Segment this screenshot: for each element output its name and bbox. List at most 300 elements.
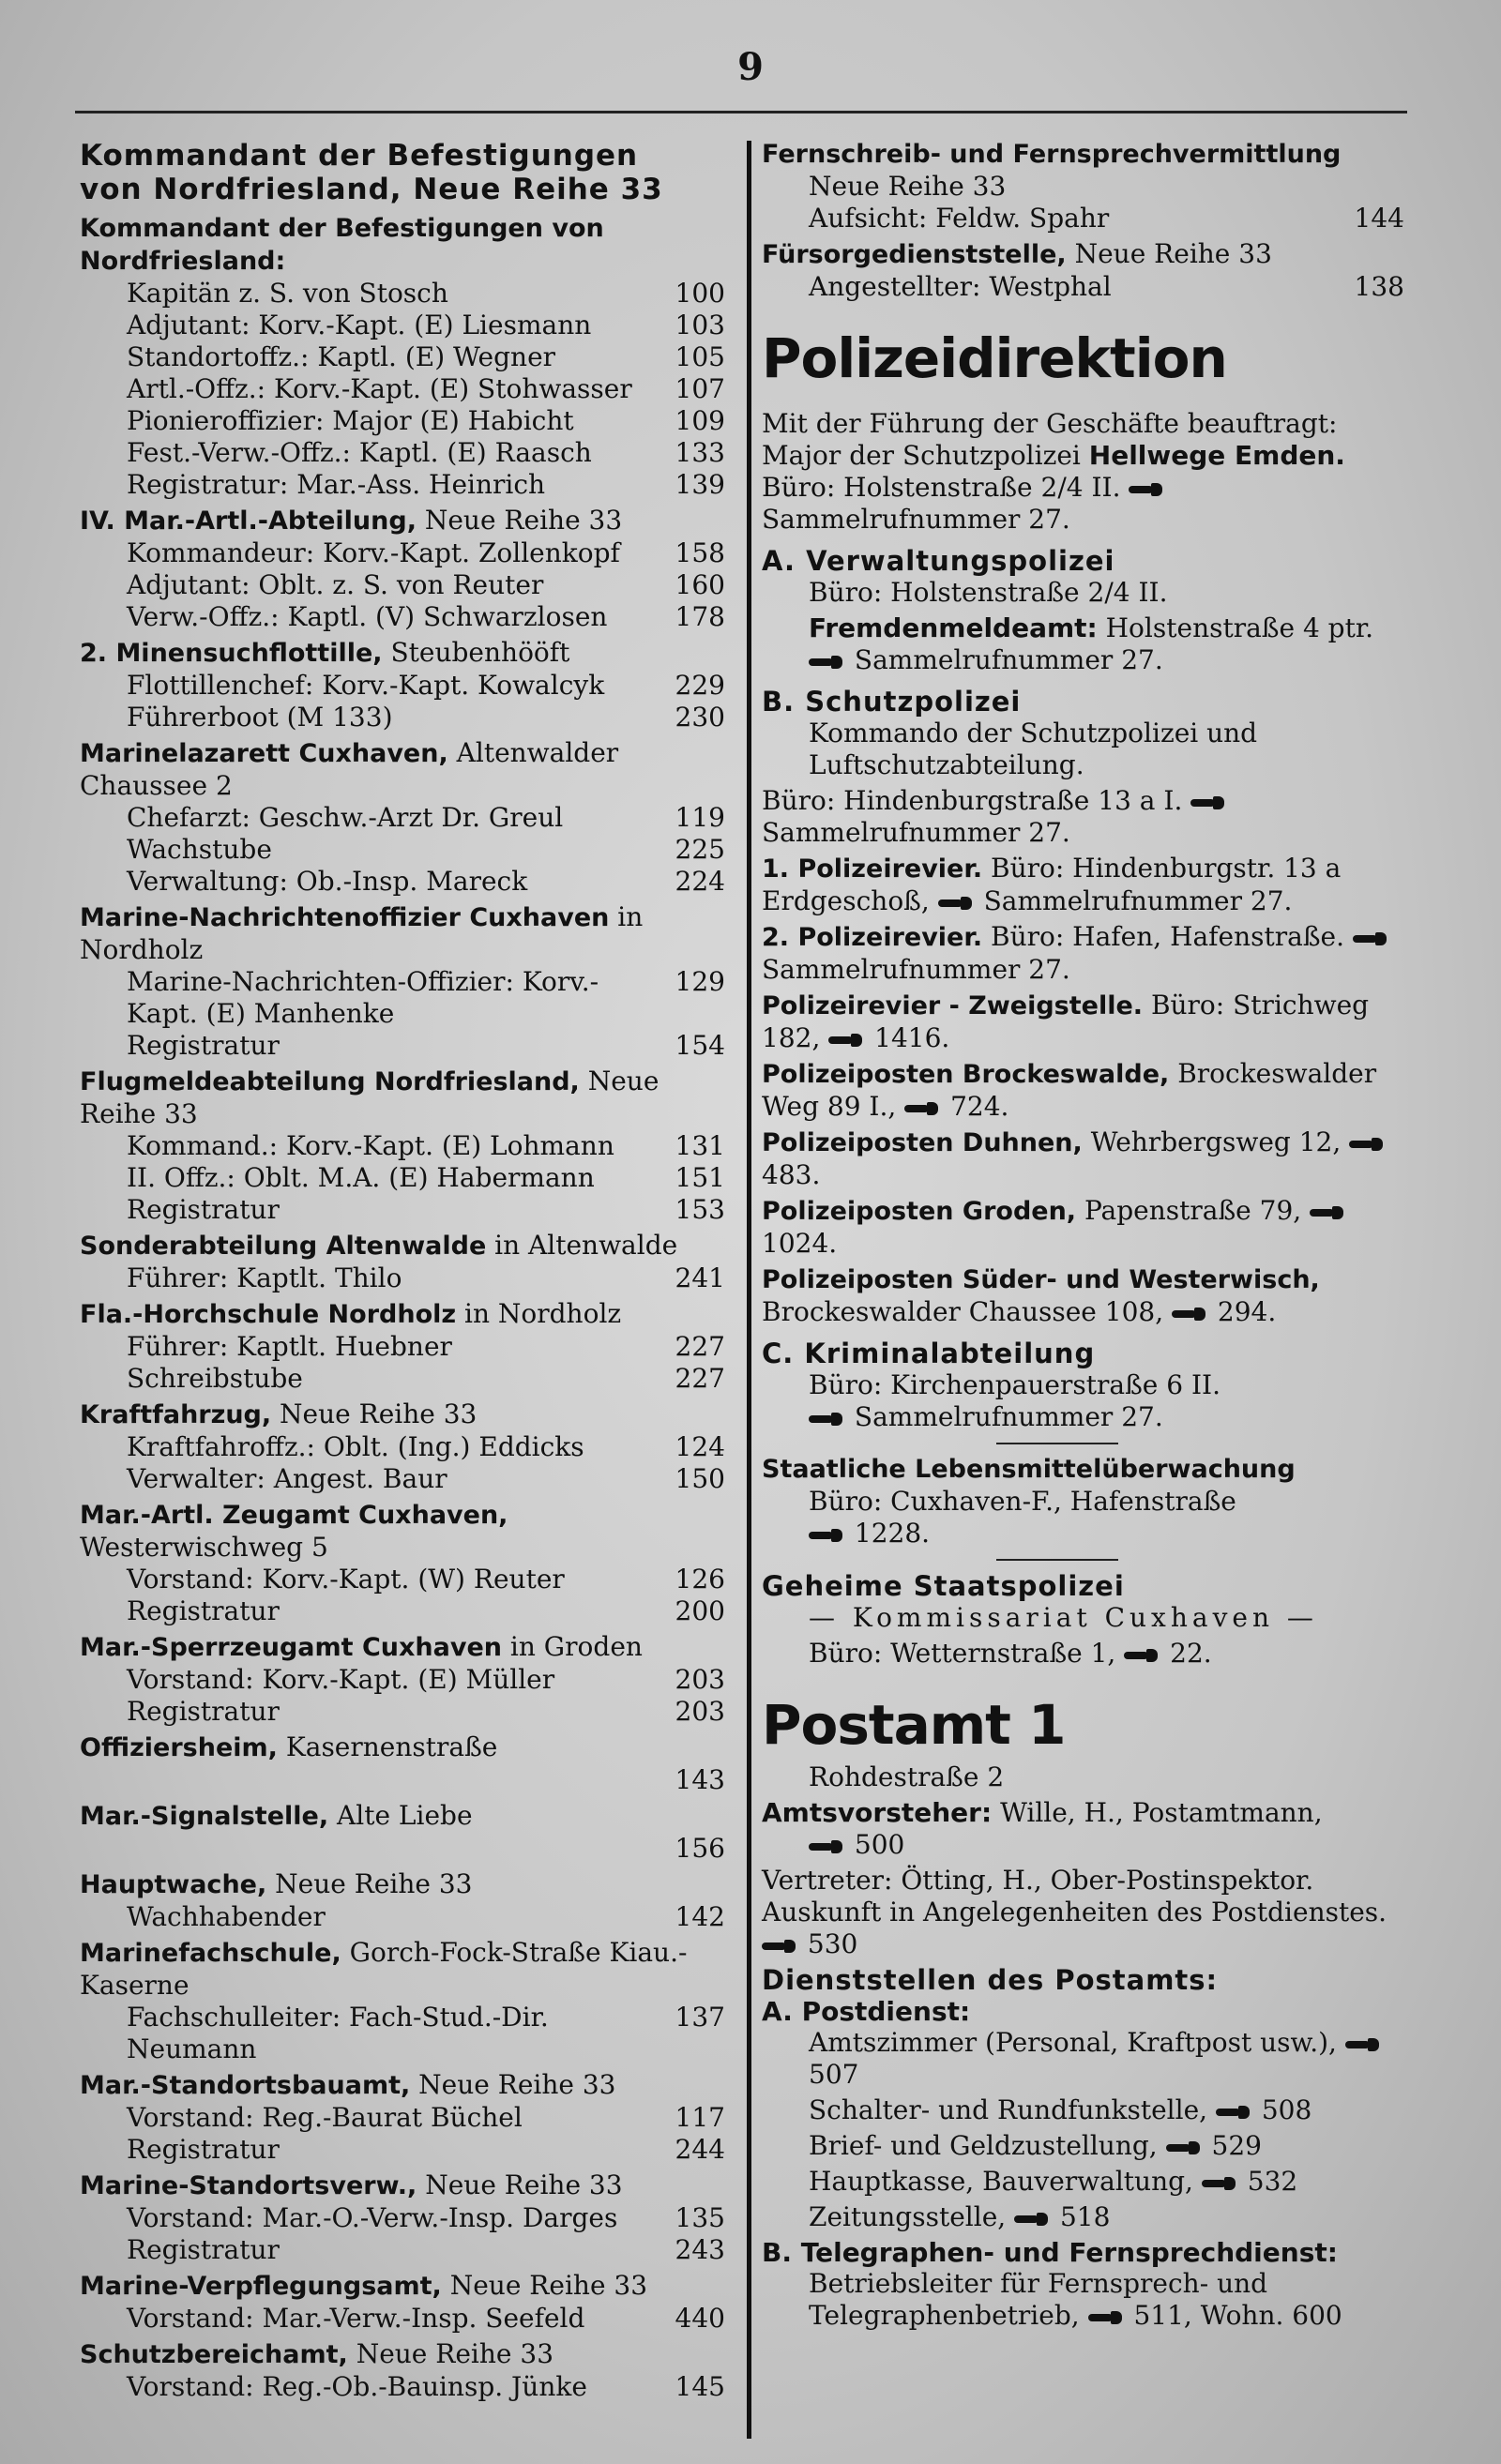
police-station	[762, 1126, 1404, 1191]
entry-tel	[762, 1518, 1404, 1549]
postdienst-text: Schalter- und Rundfunkstelle,	[809, 2094, 1208, 2125]
entry-address: Kasernenstraße	[285, 1731, 498, 1762]
line-number: 119	[675, 802, 725, 833]
telephone-icon	[1129, 483, 1166, 496]
fuersorge-entry	[762, 238, 1404, 303]
column-divider	[747, 141, 751, 2439]
telephone-icon	[904, 1102, 942, 1115]
line-text: Registratur	[127, 2134, 280, 2165]
entry-line	[80, 1130, 725, 1162]
line-text: Verwaltung: Ob.-Insp. Mareck	[127, 866, 528, 897]
postdienst-tel: 532	[1247, 2166, 1298, 2197]
line-number: 230	[675, 702, 725, 733]
line-text: Führer: Kaptlt. Huebner	[127, 1331, 452, 1362]
station-name: 1. Polizeirevier.	[762, 854, 983, 884]
entry-heading	[80, 2169, 725, 2202]
postamt-address: Rohdestraße 2	[809, 1761, 1005, 1792]
entry-address: in Nordholz	[464, 1298, 622, 1329]
telephone-icon	[938, 897, 976, 910]
entry-name: Offiziersheim,	[80, 1733, 278, 1762]
entry-line	[80, 1030, 725, 1062]
entry-address: Gorch-Fock-Straße Kiau.-Kaserne	[80, 1937, 688, 2001]
station-text: Büro: Hindenburgstr. 13 a Erdgeschoß,	[762, 853, 1342, 916]
entry-address: Neue Reihe 33	[809, 171, 1007, 202]
line-text: Vorstand: Mar.-Verw.-Insp. Seefeld	[127, 2303, 585, 2334]
entry-line	[80, 1664, 725, 1696]
entry-address: Neue Reihe 33	[80, 1066, 660, 1129]
line-text: Kommand.: Korv.-Kapt. (E) Lohmann	[127, 1130, 614, 1161]
line-number: 154	[675, 1030, 725, 1061]
entry-address: in Groden	[509, 1631, 643, 1662]
entry-line	[80, 601, 725, 633]
line-text: Fest.-Verw.-Offz.: Kaptl. (E) Raasch	[127, 437, 592, 468]
fremdenmeldeamt-address: Holstenstraße 4 ptr.	[1105, 612, 1374, 643]
postdienst-line	[762, 2166, 1404, 2198]
schutzpolizei-buero-text: Büro: Hindenburgstraße 13 a I.	[762, 785, 1183, 816]
entry-heading	[80, 1398, 725, 1431]
line-number: 105	[675, 341, 725, 372]
line-number: 103	[675, 310, 725, 340]
fernschreib-entry	[762, 139, 1404, 234]
directory-entry	[80, 2270, 725, 2335]
top-rule	[75, 111, 1407, 113]
police-stations-list	[762, 853, 1404, 1328]
entry-line	[80, 1363, 725, 1395]
entry-name: 2. Minensuchflottille,	[80, 639, 383, 668]
directory-entry	[80, 637, 725, 733]
postdienst-list	[762, 2027, 1404, 2233]
directory-entry	[80, 1631, 725, 1728]
entry-line	[80, 670, 725, 702]
polizei-title: Polizeidirektion	[762, 326, 1227, 390]
line-number: 124	[675, 1431, 725, 1462]
postamt-title: Postamt 1	[762, 1693, 1066, 1757]
entry-address: in Nordholz	[80, 901, 644, 965]
entry-name: Marinefachschule,	[80, 1939, 341, 1968]
entry-name: Mar.-Standortsbauamt,	[80, 2071, 411, 2100]
line-number: 143	[675, 1764, 725, 1795]
entry-address: Neue Reihe 33	[418, 2069, 616, 2100]
telephone-icon	[1216, 2106, 1253, 2119]
entry-name: Fürsorgedienststelle,	[762, 240, 1067, 269]
directory-entry	[80, 2069, 725, 2166]
postdienst-line	[762, 2201, 1404, 2233]
entry-line	[80, 1431, 725, 1463]
telephone-icon	[1124, 1649, 1161, 1662]
entry-line	[80, 966, 725, 1030]
kriminalabteilung-buero	[762, 1369, 1404, 1433]
vorsteher-name: Wille, H., Postamtmann,	[1000, 1797, 1323, 1828]
gestapo-title: Geheime Staatspolizei	[762, 1570, 1125, 1602]
directory-entry	[80, 212, 725, 501]
line-number: 160	[675, 569, 725, 600]
entry-line	[80, 2202, 725, 2234]
line-text: Registratur: Mar.-Ass. Heinrich	[127, 469, 546, 500]
kriminalabteilung-title: C. Kriminalabteilung	[762, 1338, 1096, 1369]
entry-line	[80, 802, 725, 834]
postdienst-tel: 518	[1059, 2201, 1111, 2232]
entry-line	[80, 1564, 725, 1595]
entry-name: Staatliche Lebensmittelüberwachung	[762, 1455, 1296, 1484]
gestapo-kommissariat: — Kommissariat Cuxhaven —	[809, 1602, 1318, 1633]
entry-heading	[80, 1230, 725, 1262]
entry-name: Kraftfahrzug,	[80, 1400, 272, 1429]
line-text: Wachhabender	[127, 1901, 326, 1932]
vorsteher-tel	[762, 1829, 904, 1860]
line-number: 227	[675, 1363, 725, 1394]
gestapo-buero-text: Büro: Wetternstraße 1,	[809, 1638, 1116, 1669]
line-text: Verw.-Offz.: Kaptl. (V) Schwarzlosen	[127, 601, 608, 632]
entry-heading	[80, 1631, 725, 1664]
line-text: Marine-Nachrichten-Offizier: Korv.-Kapt. (E) Manhenke	[127, 966, 599, 1029]
line-number: 133	[675, 437, 725, 468]
station-tel: Sammelrufnummer 27.	[983, 885, 1293, 916]
police-station	[762, 853, 1404, 917]
station-name: Polizeiposten Duhnen,	[762, 1128, 1083, 1157]
line-number: 142	[675, 1901, 725, 1932]
postdienst-text: Zeitungsstelle,	[809, 2201, 1007, 2232]
entry-address: Neue Reihe 33	[449, 2270, 648, 2301]
telegraphen-line	[762, 2268, 1404, 2332]
schutzpolizei-buero-tel: Sammelrufnummer 27.	[762, 817, 1070, 848]
entry-line	[80, 1764, 725, 1796]
entry-name: Marine-Nachrichtenoffizier Cuxhaven	[80, 903, 610, 932]
directory-entry	[80, 901, 725, 1062]
line-text: Angestellter: Westphal	[809, 271, 1112, 302]
line-text: Fachschulleiter: Fach-Stud.-Dir. Neumann	[127, 2002, 549, 2064]
entry-line	[80, 1595, 725, 1627]
station-name: 2. Polizeirevier.	[762, 923, 983, 952]
line-number: 144	[1354, 203, 1404, 234]
station-tel: 294.	[1217, 1296, 1277, 1327]
entry-name: Mar.-Sperrzeugamt Cuxhaven	[80, 1633, 502, 1662]
directory-entry	[80, 1868, 725, 1933]
line-number: 200	[675, 1595, 725, 1626]
line-number: 225	[675, 834, 725, 865]
entry-line	[80, 1901, 725, 1933]
postdienst-text: Hauptkasse, Bauverwaltung,	[809, 2166, 1193, 2197]
entry-heading	[80, 901, 725, 966]
directory-entry	[80, 1398, 725, 1495]
entry-line	[80, 834, 725, 866]
line-text: Registratur	[127, 1194, 280, 1225]
fremdenmeldeamt-tel: Sammelrufnummer 27.	[854, 644, 1163, 675]
line-text: II. Offz.: Oblt. M.A. (E) Habermann	[127, 1162, 595, 1193]
telephone-icon	[1345, 2038, 1383, 2051]
station-name: Polizeirevier - Zweigstelle.	[762, 991, 1144, 1020]
telephone-icon	[809, 656, 846, 669]
verwaltungspolizei-title: A. Verwaltungspolizei	[762, 545, 1115, 577]
line-number: 139	[675, 469, 725, 500]
line-number: 135	[675, 2202, 725, 2233]
telephone-icon	[809, 1413, 846, 1426]
station-text: Büro: Strichweg 182,	[762, 990, 1370, 1053]
entry-line	[80, 569, 725, 601]
entry-line	[80, 278, 725, 310]
entry-heading	[80, 2069, 725, 2102]
line-number: 241	[675, 1262, 725, 1293]
police-station	[762, 1058, 1404, 1123]
telegraphen-text: Betriebsleiter für Fernsprech- und Telegraphenbetrieb,	[809, 2268, 1268, 2331]
directory-entry	[80, 1298, 725, 1395]
line-text: Schreibstube	[127, 1363, 303, 1394]
entry-line	[762, 271, 1404, 303]
postdienst-tel: 529	[1211, 2130, 1262, 2161]
entry-name: Marine-Standortsverw.,	[80, 2171, 417, 2200]
entry-address: Neue Reihe 33	[280, 1398, 478, 1429]
postdienst-text: Brief- und Geldzustellung,	[809, 2130, 1158, 2161]
line-text: Führer: Kaptlt. Thilo	[127, 1262, 402, 1293]
entry-line	[80, 2134, 725, 2166]
line-number: 109	[675, 405, 725, 436]
kriminalabteilung-buero-text: Büro: Kirchenpauerstraße 6 II.	[809, 1369, 1221, 1400]
directory-entry	[80, 1731, 725, 1796]
polizei-intro-tel: Sammelrufnummer 27.	[762, 504, 1070, 535]
directory-entry	[80, 1066, 725, 1226]
telephone-icon	[1353, 932, 1390, 945]
gestapo-buero	[762, 1638, 1404, 1670]
line-text: Adjutant: Oblt. z. S. von Reuter	[127, 569, 544, 600]
line-text: Registratur	[127, 1696, 280, 1727]
tel-number: 500	[854, 1829, 905, 1860]
telephone-icon	[828, 1034, 866, 1047]
telephone-icon	[1202, 2177, 1239, 2190]
separator	[996, 1559, 1118, 1561]
line-text: Kraftfahroffz.: Oblt. (Ing.) Eddicks	[127, 1431, 584, 1462]
postdienst-text: Amtszimmer (Personal, Kraftpost usw.),	[809, 2027, 1337, 2058]
entry-name: IV. Mar.-Artl.-Abteilung,	[80, 506, 417, 536]
entry-address: Westerwischweg 5	[80, 1532, 328, 1563]
entry-heading	[80, 1066, 725, 1130]
station-name: Polizeiposten Süder- und Westerwisch,	[762, 1265, 1320, 1294]
directory-entry	[80, 737, 725, 898]
schutzpolizei-buero	[762, 785, 1404, 849]
entry-address: Steubenhööft	[390, 637, 570, 668]
entry-line	[80, 469, 725, 501]
line-text: Vorstand: Korv.-Kapt. (W) Reuter	[127, 1564, 565, 1595]
line-number: 244	[675, 2134, 725, 2165]
line-text: Vorstand: Reg.-Baurat Büchel	[127, 2102, 523, 2133]
line-text: Verwalter: Angest. Baur	[127, 1463, 447, 1494]
line-text: Adjutant: Korv.-Kapt. (E) Liesmann	[127, 310, 592, 340]
police-station	[762, 1195, 1404, 1260]
kriminalabteilung-tel: Sammelrufnummer 27.	[854, 1401, 1163, 1432]
telegraphen-tel: 511, Wohn. 600	[1133, 2300, 1342, 2331]
entry-name: Mar.-Artl. Zeugamt Cuxhaven,	[80, 1501, 508, 1530]
telephone-icon	[1088, 2311, 1126, 2324]
line-number: 126	[675, 1564, 725, 1595]
line-number: 107	[675, 373, 725, 404]
entry-line	[80, 537, 725, 569]
schutzpolizei-kommando: Kommando der Schutzpolizei und Luftschutzabteilung.	[809, 718, 1258, 780]
postdienst-tel: 507	[809, 2059, 859, 2090]
station-tel: 1024.	[762, 1228, 838, 1259]
postamt-vorsteher	[762, 1797, 1404, 1861]
line-text: Pionieroffizier: Major (E) Habicht	[127, 405, 574, 436]
entry-address: Neue Reihe 33	[356, 2338, 554, 2369]
line-text: Aufsicht: Feldw. Spahr	[809, 203, 1110, 234]
left-title-line-2: von Nordfriesland, Neue Reihe 33	[80, 173, 663, 206]
entry-name: Sonderabteilung Altenwalde	[80, 1232, 487, 1261]
directory-entry	[80, 505, 725, 633]
station-tel: 1416.	[874, 1022, 950, 1053]
line-number: 224	[675, 866, 725, 897]
entry-heading	[80, 1868, 725, 1901]
line-number: 203	[675, 1696, 725, 1727]
directory-entry	[80, 1937, 725, 2065]
directory-entry	[80, 2338, 725, 2403]
fremdenmeldeamt-name: Fremdenmeldeamt:	[809, 612, 1098, 643]
entry-line	[80, 2371, 725, 2403]
entry-heading	[80, 637, 725, 670]
entry-name: Flugmeldeabteilung Nordfriesland,	[80, 1067, 580, 1096]
entry-name: Schutzbereichamt,	[80, 2340, 348, 2369]
gestapo-tel: 22.	[1170, 1638, 1212, 1669]
station-text: Brockeswalder Chaussee 108,	[762, 1296, 1164, 1327]
entry-line	[80, 2303, 725, 2335]
telegraphen-title: B. Telegraphen- und Fernsprechdienst:	[762, 2237, 1338, 2268]
line-number: 440	[675, 2303, 725, 2334]
entry-heading	[80, 1298, 725, 1331]
station-text: Wehrbergsweg 12,	[1090, 1126, 1342, 1157]
entry-address: Neue Reihe 33	[425, 2169, 623, 2200]
entry-address: in Altenwalde	[494, 1230, 678, 1261]
entry-line	[80, 405, 725, 437]
entry-line	[80, 1162, 725, 1194]
entry-address: Neue Reihe 33	[1074, 238, 1272, 269]
entry-line	[80, 373, 725, 405]
entry-line	[80, 1262, 725, 1294]
line-number: 243	[675, 2234, 725, 2265]
telephone-icon	[1166, 2141, 1204, 2154]
line-text: Wachstube	[127, 834, 272, 865]
line-number: 156	[675, 1833, 725, 1864]
left-column	[80, 139, 725, 2407]
line-number: 131	[675, 1130, 725, 1161]
entry-line	[80, 2002, 725, 2065]
line-text: Kommandeur: Korv.-Kapt. Zollenkopf	[127, 537, 620, 568]
telephone-icon	[809, 1529, 846, 1542]
entry-name: Marinelazarett Cuxhaven,	[80, 739, 448, 768]
entry-address: Neue Reihe 33	[275, 1868, 473, 1899]
postdienst-title: A. Postdienst:	[762, 1996, 971, 2027]
right-column	[762, 139, 1404, 2336]
line-number: 129	[675, 966, 725, 997]
entry-heading	[80, 1499, 725, 1564]
station-text: Papenstraße 79,	[1084, 1195, 1302, 1226]
line-number: 178	[675, 601, 725, 632]
line-number: 137	[675, 2002, 725, 2033]
station-name: Polizeiposten Brockeswalde,	[762, 1060, 1170, 1089]
line-number: 151	[675, 1162, 725, 1193]
line-text: Vorstand: Reg.-Ob.-Bauinsp. Jünke	[127, 2371, 587, 2402]
station-tel: 724.	[950, 1091, 1009, 1122]
tel-number: 1228.	[854, 1518, 931, 1549]
entry-heading	[80, 737, 725, 802]
line-number: 117	[675, 2102, 725, 2133]
line-number: 158	[675, 537, 725, 568]
entry-address: Büro: Cuxhaven-F., Hafenstraße	[809, 1486, 1236, 1517]
police-station	[762, 921, 1404, 986]
station-tel: 483.	[762, 1159, 821, 1190]
postdienst-line	[762, 2094, 1404, 2126]
telephone-icon	[1190, 796, 1228, 809]
police-station	[762, 1263, 1404, 1328]
entry-line	[80, 1463, 725, 1495]
line-number: 229	[675, 670, 725, 701]
entry-name: Marine-Verpflegungsamt,	[80, 2272, 442, 2301]
station-text: Büro: Hafen, Hafenstraße.	[991, 921, 1345, 952]
lebensmittel-entry	[762, 1454, 1404, 1549]
entry-line	[762, 203, 1404, 234]
entry-line	[80, 1194, 725, 1226]
directory-entry	[80, 1230, 725, 1294]
entry-line	[80, 341, 725, 373]
line-number: 203	[675, 1664, 725, 1695]
line-text: Chefarzt: Geschw.-Arzt Dr. Greul	[127, 802, 564, 833]
telephone-icon	[1014, 2213, 1052, 2226]
polizei-intro-buero: Büro: Holstenstraße 2/4 II.	[762, 472, 1121, 503]
line-number: 100	[675, 278, 725, 309]
entry-line	[80, 2102, 725, 2134]
entry-address: Alte Liebe	[337, 1800, 473, 1831]
line-text: Standortoffz.: Kaptl. (E) Wegner	[127, 341, 556, 372]
polizei-intro	[762, 408, 1404, 536]
fremdenmeldeamt	[762, 612, 1404, 676]
entry-name: Mar.-Signalstelle,	[80, 1802, 329, 1831]
entry-heading	[80, 2338, 725, 2371]
entry-address: Altenwalder Chaussee 2	[80, 737, 619, 801]
entry-heading	[80, 212, 725, 278]
postdienst-tel: 508	[1261, 2094, 1312, 2125]
line-text: Kapitän z. S. von Stosch	[127, 278, 448, 309]
line-text: Registratur	[127, 1030, 280, 1061]
line-text: Registratur	[127, 2234, 280, 2265]
line-text: Registratur	[127, 1595, 280, 1626]
entry-name: Hauptwache,	[80, 1870, 267, 1899]
line-text: Führerboot (M 133)	[127, 702, 393, 733]
postamt-vertreter	[762, 1865, 1404, 1960]
directory-entry	[80, 1800, 725, 1865]
station-tel: Sammelrufnummer 27.	[762, 954, 1070, 985]
entry-line	[80, 310, 725, 341]
line-text: Flottillenchef: Korv.-Kapt. Kowalcyk	[127, 670, 605, 701]
polizei-intro-text: Mit der Führung der Geschäfte beauftragt: Major der Schutzpolizei	[762, 408, 1338, 471]
entry-heading	[80, 1937, 725, 2002]
entry-address: Neue Reihe 33	[424, 505, 623, 536]
telephone-icon	[1349, 1138, 1387, 1151]
entry-line	[80, 437, 725, 469]
entry-line	[80, 1696, 725, 1728]
schutzpolizei-title: B. Schutzpolizei	[762, 686, 1022, 718]
entry-line	[80, 1833, 725, 1865]
entry-line	[80, 866, 725, 898]
postdienst-line	[762, 2130, 1404, 2162]
entry-heading	[80, 2270, 725, 2303]
entry-name: Fla.-Horchschule Nordholz	[80, 1300, 457, 1329]
entry-line	[80, 702, 725, 733]
line-text: Artl.-Offz.: Korv.-Kapt. (E) Stohwasser	[127, 373, 632, 404]
directory-entry	[80, 1499, 725, 1627]
polizei-intro-name: Hellwege Emden.	[1088, 440, 1345, 471]
directory-entry	[80, 2169, 725, 2266]
telephone-icon	[1310, 1206, 1347, 1219]
telephone-icon	[809, 1840, 846, 1853]
station-text: Brockeswalder Weg 89 I.,	[762, 1058, 1377, 1122]
entry-name: Fernschreib- und Fernsprechvermittlung	[762, 140, 1342, 169]
vertreter-text: Vertreter: Ötting, H., Ober-Postinspektor. Auskunft in Angelegenheiten des Postdienstes.	[762, 1865, 1387, 1927]
left-title-line-1: Kommandant der Befestigungen	[80, 139, 639, 173]
